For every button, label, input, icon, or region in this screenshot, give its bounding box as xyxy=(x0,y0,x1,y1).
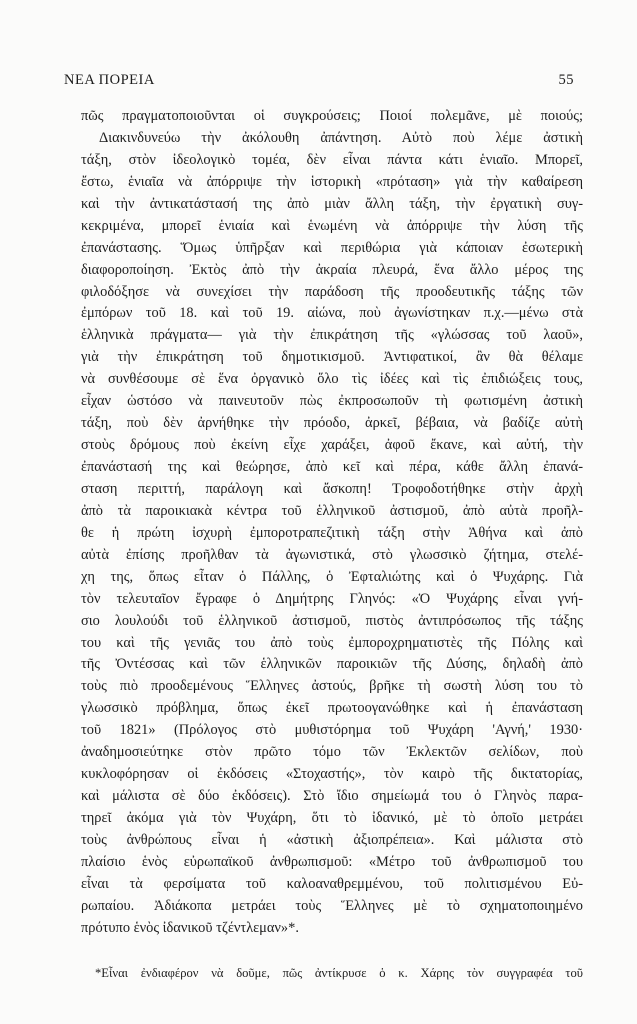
text-line: νὰ συνθέσουμε σὲ ἕνα ὀργανικὸ ὅλο τὶς ἰδέες καὶ τὶς ἐπιδιώξεις τους, xyxy=(81,371,583,388)
text-line: πρότυπο ἑνὸς ἰδανικοῦ τζέντλεμαν»*. xyxy=(81,919,299,936)
page-number: 55 xyxy=(558,72,574,88)
text-line: ἀναδημοσιεύτηκε στὸν πρῶτο τόμο τῶν Ἐκλεκτῶν σελίδων, ποὺ xyxy=(81,744,583,761)
footnote: *Εἶναι ἐνδιαφέρον νὰ δοῦμε, πῶς ἀντίκρυσε ὁ κ. Χάρης τὸν συγγραφέα τοῦ xyxy=(95,966,583,980)
text-line: τάξη, ποὺ δὲν ἀρνήθηκε τὴν πρόοδο, ἀρκεῖ, βέβαια, νὰ βαδίζε αὐτὴ xyxy=(81,415,583,432)
text-line: χη της, ὅπως εἶταν ὁ Πάλλης, ὁ Ἐφταλιώτης καὶ ὁ Ψυχάρης. Γιὰ xyxy=(81,568,583,585)
text-line: καὶ μάλιστα σὲ δύο ἐκδόσεις). Στὸ ἴδιο σημείωμά του ὁ Γληνὸς παρα- xyxy=(81,788,583,805)
text-line: αὐτὰ ἐπίσης προῆλθαν τὰ ἀγωνιστικά, στὸ γλωσσικὸ ζήτημα, στελέ- xyxy=(81,546,583,563)
text-line: τοὺς πιὸ προοδεμένους Ἕλληνες ἀστούς, βρῆκε τὴ σωστὴ λύση του τὸ xyxy=(81,678,583,695)
text-line: τάξη, στὸν ἰδεολογικὸ τομέα, δὲν εἶναι πάντα κάτι ἑνιαῖο. Μπορεῖ, xyxy=(81,151,583,168)
text-line: τοῦ 1821» (Πρόλογος στὸ μυθιστόρημα τοῦ Ψυχάρη 'Αγνή,' 1930· xyxy=(81,722,583,739)
text-line: του καὶ τῆς γενιᾶς του ἀπὸ τοὺς ἐμπορoχρηματιστὲς τῆς Πόλης καὶ xyxy=(81,634,583,651)
text-line: πῶς πραγματοποιοῦνται οἱ συγκρούσεις; Ποιοί πολεμᾶνε, μὲ ποιούς; xyxy=(81,108,583,124)
text-line: εἶχαν ὡστόσο νὰ παινευτοῦν πὼς ἐκπροσωποῦν τὴ φωτισμένη ἀστικὴ xyxy=(81,393,583,410)
text-line: τοὺς ἀνθρώπους εἶναι ἡ «ἀστικὴ ἀξιοπρέπεια». Καὶ μάλιστα στὸ xyxy=(81,831,583,848)
text-line: ἀπὸ τὰ παροικιακὰ κέντρα τοῦ ἑλληνικοῦ ἀστισμοῦ, ἀπὸ αὐτὰ προῆλ- xyxy=(81,502,583,519)
text-line: ἐμπόρων τοῦ 18. καὶ τοῦ 19. αἰώνα, ποὺ ἀγωνίστηκαν π.χ.—μένω στὰ xyxy=(81,305,583,322)
text-line: σιο λουλούδι τοῦ ἑλληνικοῦ ἀστισμοῦ, πιστὸς ἀντιπρόσωπος τῆς τάξης xyxy=(81,612,583,629)
text-line: τῆς Ὀντέσσας καὶ τῶν ἑλληνικῶν παροικιῶν τῆς Δύσης, δηλαδὴ ἀπὸ xyxy=(81,656,583,673)
text-line: ἐπανάστασης. Ὅμως ὑπῆρξαν καὶ περιθώρια γιὰ κάποιαν ἐσωτερικὴ xyxy=(81,239,583,256)
text-line: ρωπαίου. Ἀδιάκοπα μετράει τοὺς Ἕλληνες μὲ τὸ σχηματοποιημένο xyxy=(81,897,583,914)
body-text xyxy=(81,106,583,940)
text-line: στοὺς δρόμους ποὺ ἐκείνη εἶχε χαράξει, ἀφοῦ ἔκανε, καὶ αὐτή, τὴν xyxy=(81,437,583,454)
text-line: διαφοροποίηση. Ἐκτὸς ἀπὸ τὴν ἀκραία πλευρά, ἕνα ἄλλο μέρος της xyxy=(81,261,583,278)
text-line: τηρεῖ ἀκόμα γιὰ τὸν Ψυχάρη, ὅτι τὸ ἰδανικό, μὲ τὸ ὁποῖο μετράει xyxy=(81,810,583,826)
text-line: ἔστω, ἑνιαῖα νὰ ἀπόρριψε τὴν ἱστορικὴ «πρόταση» γιὰ τὴν καθαίρεση xyxy=(81,173,583,190)
text-line: ἑλληνικὰ πράγματα— γιὰ τὴν ἐπικράτηση τῆς «γλώσσας τοῦ λαοῦ», xyxy=(81,327,583,344)
text-line: Διακινδυνεύω τὴν ἀκόλουθη ἀπάντηση. Αὐτὸ ποὺ λέμε ἀστικὴ xyxy=(99,129,583,146)
text-line: τὸν τελευταῖον ἔγραφε ὁ Δημήτρης Γληνός: «Ὁ Ψυχάρης εἶναι γνή- xyxy=(81,590,583,607)
text-line: κυκλοφόρησαν οἱ ἐκδόσεις «Στοχαστής», τὸν καιρὸ τῆς δικτατορίας, xyxy=(81,766,583,783)
text-line: γιὰ τὴν ἐπικράτηση τοῦ δημοτικισμοῦ. Ἀντιφατικοί, ἂν θὰ θέλαμε xyxy=(81,349,583,366)
text-line: ἐπανάστασή της καὶ θεώρησε, ἀπὸ κεῖ καὶ πέρα, κάθε ἄλλη ἐπανά- xyxy=(81,459,583,475)
text-line: φιλοδόξησε νὰ συνεχίσει τὴν παράδοση τῆς προοδευτικῆς τάξης τῶν xyxy=(81,283,583,300)
text-line: κεκριμένα, μπορεῖ ἑνιαία καὶ ἑνωμένη νὰ ἀπόρριψε τὴν λύση τῆς xyxy=(81,217,583,234)
text-line: εἶναι τὰ φερσίματα τοῦ καλοαναθρεμμένου, τοῦ πολιτισμένου Εὐ- xyxy=(81,875,583,892)
text-line: καὶ τὴν ἀντικατάστασή της ἀπὸ μιὰν ἄλλη τάξη, τὴν ἐργατικὴ συγ- xyxy=(81,195,583,212)
running-header xyxy=(64,72,574,92)
text-line: σταση περιττή, παράλογη καὶ ἄσκοπη! Τροφοδοτήθηκε στὴν ἀρχὴ xyxy=(81,480,583,497)
text-line: γλωσσικὸ πρόβλημα, ὅπως ἐκεῖ πρωτοογανώθηκε καὶ ἡ ἐπανάσταση xyxy=(81,700,583,717)
text-line: θε ἡ πρώτη ἰσχυρὴ ἐμποροτραπεζιτικὴ τάξη στὴν Ἀθήνα καὶ ἀπὸ xyxy=(81,524,583,541)
journal-title: ΝΕΑ ΠΟΡΕΙΑ xyxy=(64,72,155,88)
text-line: πλαίσιο ἑνὸς εὐρωπαϊκοῦ ἀνθρωπισμοῦ: «Μέτρο τοῦ ἀνθρωπισμοῦ του xyxy=(81,853,583,870)
